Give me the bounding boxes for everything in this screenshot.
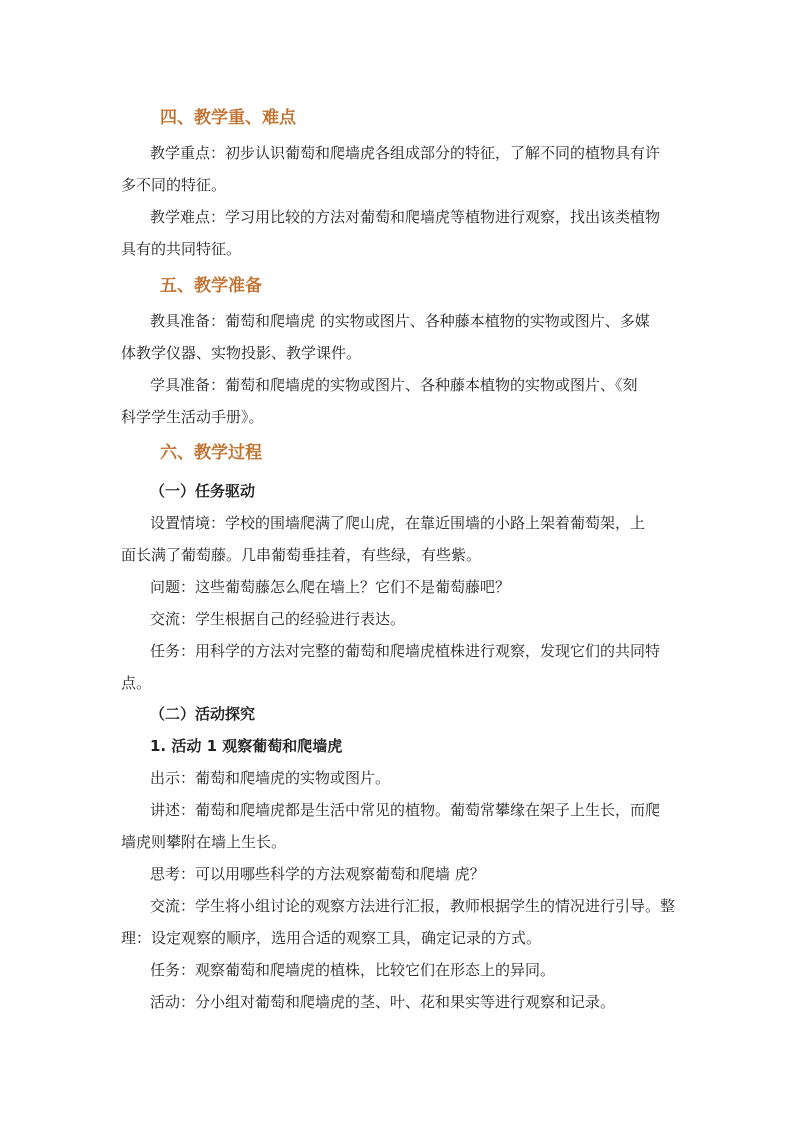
subheading-activity-1: 1. 活动 1 观察葡萄和爬墙虎 [150, 737, 343, 755]
para-line: 任务：观察葡萄和爬墙虎的植株，比较它们在形态上的异同。 [150, 961, 556, 979]
para-line: 理：设定观察的顺序，选用合适的观察工具，确定记录的方式。 [121, 929, 542, 947]
subheading-activity: （二）活动探究 [150, 705, 256, 723]
para-line: 教具准备：葡萄和爬墙虎 的实物或图片、各种藤本植物的实物或图片、多媒 [150, 312, 650, 330]
heading-preparation: 五、教学准备 [160, 276, 262, 296]
para-line: 活动：分小组对葡萄和爬墙虎的茎、叶、花和果实等进行观察和记录。 [150, 993, 616, 1011]
heading-process: 六、教学过程 [160, 443, 262, 463]
para-line: 任务：用科学的方法对完整的葡萄和爬墙虎植株进行观察，发现它们的共同特 [150, 642, 661, 660]
para-line: 教学重点：初步认识葡萄和爬墙虎各组成部分的特征，了解不同的植物具有许 [150, 144, 661, 162]
para-line: 具有的共同特征。 [121, 240, 242, 258]
para-line: 科学学生活动手册》。 [121, 408, 264, 426]
para-line: 思考：可以用哪些科学的方法观察葡萄和爬墙 虎？ [150, 865, 485, 883]
para-line: 讲述：葡萄和爬墙虎都是生活中常见的植物。葡萄常攀缘在架子上生长，而爬 [150, 801, 661, 819]
para-line: 墙虎则攀附在墙上生长。 [121, 833, 287, 851]
subheading-task: （一）任务驱动 [150, 482, 256, 500]
para-line: 设置情境：学校的围墙爬满了爬山虎，在靠近围墙的小路上架着葡萄架，上 [150, 514, 646, 532]
para-line: 点。 [121, 674, 152, 692]
para-line: 多不同的特征。 [121, 176, 227, 194]
para-line: 交流：学生将小组讨论的观察方法进行汇报，教师根据学生的情况进行引导。整 [150, 897, 676, 915]
para-line: 教学难点：学习用比较的方法对葡萄和爬墙虎等植物进行观察，找出该类植物 [150, 208, 661, 226]
para-line: 交流：学生根据自己的经验进行表达。 [150, 610, 406, 628]
para-line: 问题：这些葡萄藤怎么爬在墙上？它们不是葡萄藤吧？ [150, 578, 511, 596]
para-line: 学具准备：葡萄和爬墙虎的实物或图片、各种藤本植物的实物或图片、《刻 [150, 376, 638, 394]
para-line: 出示：葡萄和爬墙虎的实物或图片。 [150, 769, 391, 787]
para-line: 体教学仪器、实物投影、教学课件。 [121, 344, 362, 362]
para-line: 面长满了葡萄藤。几串葡萄垂挂着，有些绿，有些紫。 [121, 546, 482, 564]
heading-key-points: 四、教学重、难点 [160, 108, 296, 128]
